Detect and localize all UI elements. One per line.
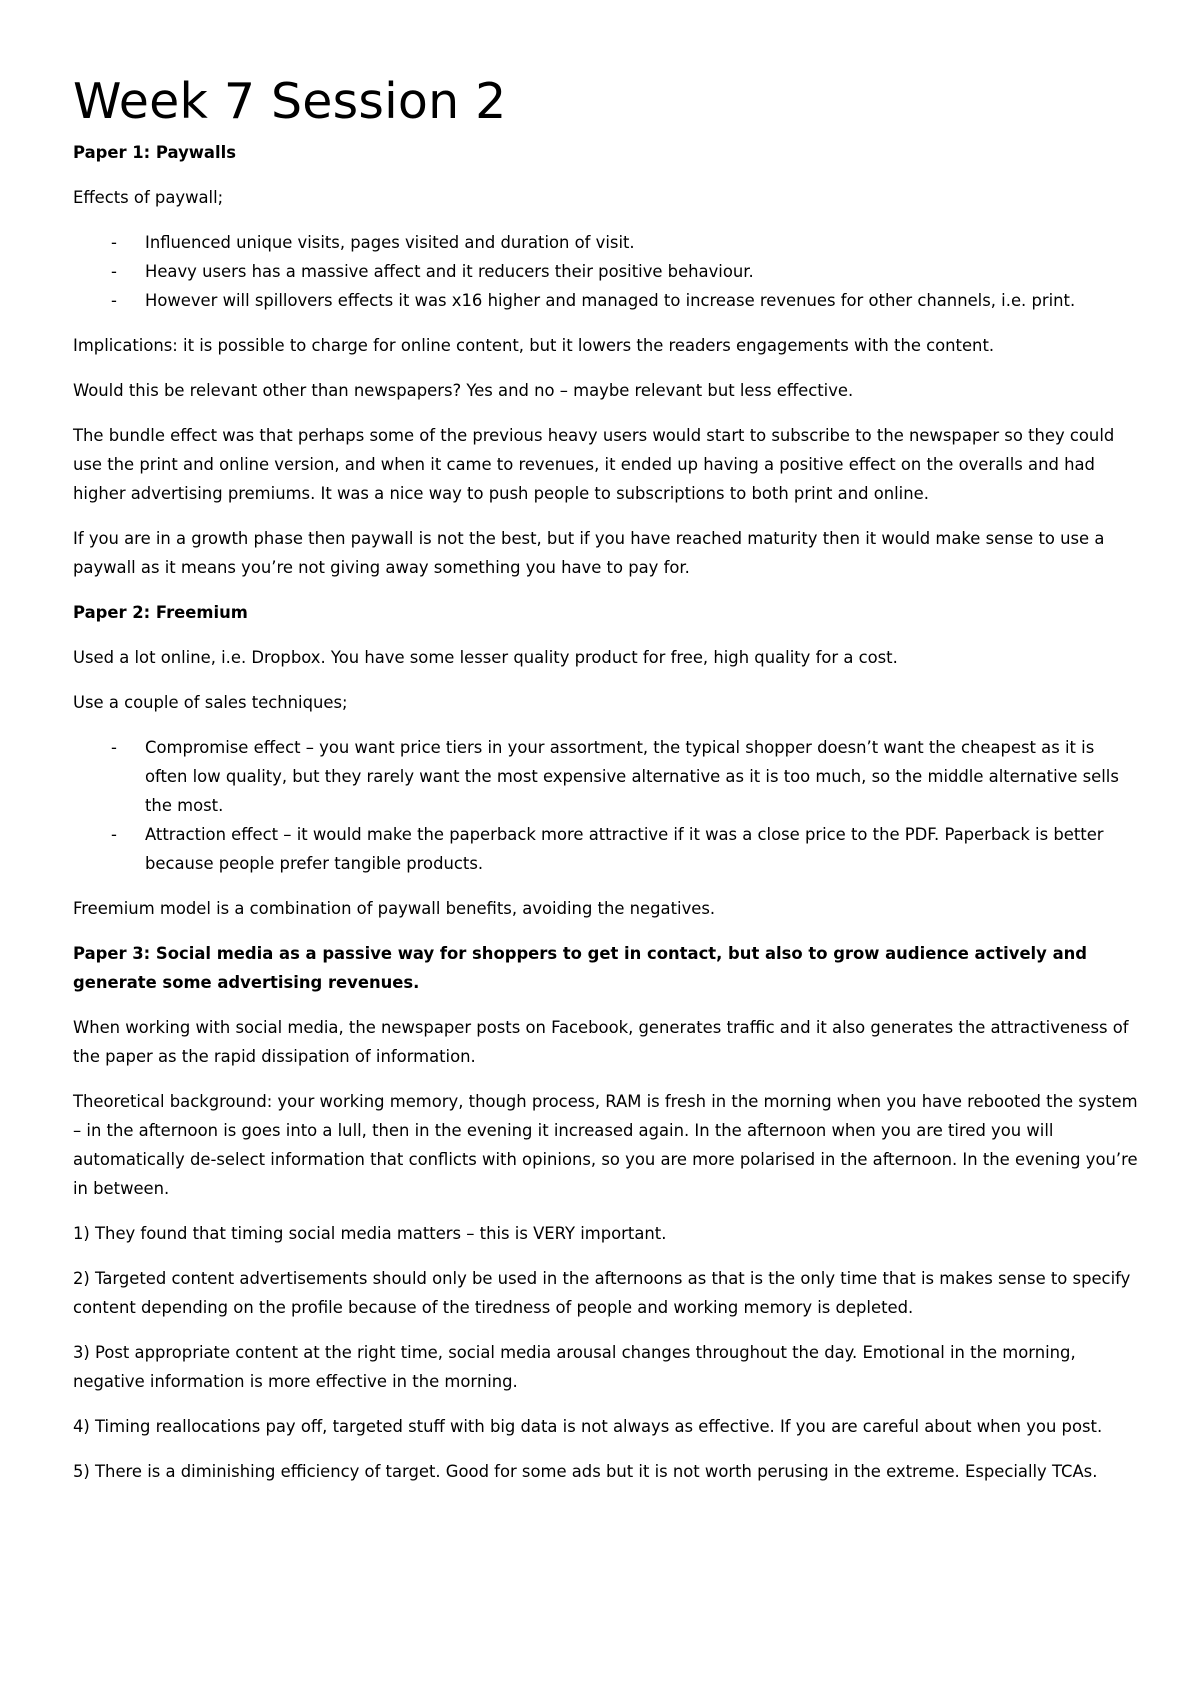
dash-bullet: - — [111, 233, 117, 252]
paragraph: Would this be relevant other than newspapers? Yes and no – maybe relevant but less effective. — [73, 381, 854, 400]
list-item — [73, 228, 1140, 257]
finding-number: 4) — [73, 1417, 90, 1436]
paragraph: Use a couple of sales techniques; — [73, 693, 348, 712]
paper2-bullet-list — [73, 733, 1140, 878]
finding-item — [73, 1457, 1140, 1486]
dash-bullet: - — [111, 825, 117, 844]
page-title: Week 7 Session 2 — [73, 73, 507, 130]
paragraph: When working with social media, the newspaper posts on Facebook, generates traffic and it also generates the attractiveness of the paper as the rapid dissipation of information. — [73, 1018, 1129, 1066]
finding-number: 2) — [73, 1269, 90, 1288]
paper1-heading: Paper 1: Paywalls — [73, 143, 236, 162]
finding-text: Timing reallocations pay off, targeted stuff with big data is not always as effective. If you are careful about when you post. — [89, 1417, 1103, 1436]
finding-text: Post appropriate content at the right time, social media arousal changes throughout the day. Emotional in the morning, negative information is more effective in the morning. — [73, 1343, 1076, 1391]
paper2-closing: Freemium model is a combination of paywall benefits, avoiding the negatives. — [73, 899, 716, 918]
finding-number: 1) — [73, 1224, 90, 1243]
paper3-section — [73, 939, 1140, 1486]
list-item — [73, 286, 1140, 315]
paper1-bullet-list — [73, 228, 1140, 315]
paragraph: If you are in a growth phase then paywall is not the best, but if you have reached maturity then it would make sense to use a paywall as it means you’re not giving away something you have to pay for. — [73, 529, 1105, 577]
list-item — [73, 733, 1140, 820]
finding-item — [73, 1338, 1140, 1396]
dash-bullet: - — [111, 262, 117, 281]
dash-bullet: - — [111, 738, 117, 757]
paper1-section — [73, 138, 1140, 582]
paragraph: The bundle effect was that perhaps some of the previous heavy users would start to subscribe to the newspaper so they could use the print and online version, and when it came to revenues, it ended up having a positive effect on the overalls and had higher advertising premiums. It was a nice way to push people to subscriptions to both print and online. — [73, 426, 1115, 503]
paragraph: Used a lot online, i.e. Dropbox. You have some lesser quality product for free, high quality for a cost. — [73, 648, 898, 667]
paper3-heading: Paper 3: Social media as a passive way for shoppers to get in contact, but also to grow audience actively and generate some advertising revenues. — [73, 944, 1088, 992]
paragraph: Theoretical background: your working memory, though process, RAM is fresh in the morning when you have rebooted the system – in the afternoon is goes into a lull, then in the evening it increased again. In the afternoon when you are tired you will automatically de-select information that conflicts with opinions, so you are more polarised in the afternoon. In the evening you’re in between. — [73, 1092, 1138, 1198]
list-item-text: Heavy users has a massive affect and it reducers their positive behaviour. — [145, 262, 754, 281]
finding-text: Targeted content advertisements should only be used in the afternoons as that is the only time that is makes sense to specify content depending on the profile because of the tiredness of people and working memory is depleted. — [73, 1269, 1131, 1317]
paper2-heading: Paper 2: Freemium — [73, 603, 248, 622]
list-item — [73, 820, 1140, 878]
list-item-text: Attraction effect – it would make the paperback more attractive if it was a close price to the PDF. Paperback is better because people prefer tangible products. — [145, 825, 1104, 873]
finding-text: They found that timing social media matters – this is VERY important. — [89, 1224, 667, 1243]
finding-number: 3) — [73, 1343, 90, 1362]
finding-number: 5) — [73, 1462, 90, 1481]
list-item — [73, 257, 1140, 286]
finding-item — [73, 1264, 1140, 1322]
finding-item — [73, 1412, 1140, 1441]
dash-bullet: - — [111, 291, 117, 310]
finding-text: There is a diminishing efficiency of target. Good for some ads but it is not worth perusing in the extreme. Especially TCAs. — [89, 1462, 1098, 1481]
list-item-text: Compromise effect – you want price tiers in your assortment, the typical shopper doesn’t want the cheapest as it is often low quality, but they rarely want the most expensive alternative as it is too much, so the middle alternative sells the most. — [145, 738, 1119, 815]
finding-item — [73, 1219, 1140, 1248]
paper1-intro: Effects of paywall; — [73, 188, 224, 207]
paragraph: Implications: it is possible to charge for online content, but it lowers the readers engagements with the content. — [73, 336, 995, 355]
list-item-text: Influenced unique visits, pages visited and duration of visit. — [145, 233, 635, 252]
paper2-section — [73, 598, 1140, 923]
list-item-text: However will spillovers effects it was x16 higher and managed to increase revenues for other channels, i.e. print. — [145, 291, 1076, 310]
